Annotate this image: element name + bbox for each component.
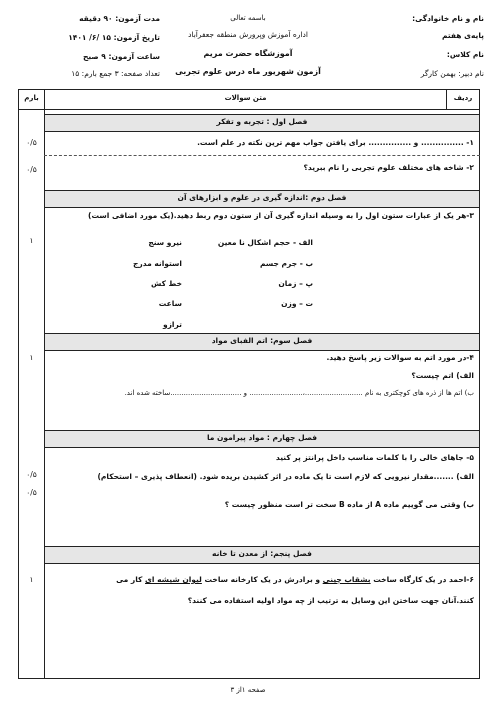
match-item-a: الف - حجم اشکال نا معین — [217, 238, 313, 247]
basmala: باسمه تعالی — [230, 14, 266, 22]
exam-date: تاریخ آزمون: ۱۵ /۶/ ۱۴۰۱ — [68, 33, 160, 42]
match-item-d: ت – وزن — [281, 299, 313, 308]
table-top-border — [18, 89, 480, 90]
table-right-border — [479, 89, 480, 679]
section3-title-top — [44, 333, 480, 334]
question-6-line2: کنند.آنان جهت ساختن این وسایل به ترتیب از چه مواد اولیه استفاده می کنند؟ — [187, 596, 474, 605]
grade-label: پایه‌ی هفتم — [441, 31, 484, 40]
question-3-score: ۱ — [29, 236, 34, 245]
match-tool-graduated-cylinder: استوانه مدرج — [133, 259, 182, 268]
question-1-score: ۰/۵ — [26, 138, 37, 147]
class-label: نام کلاس: — [446, 50, 484, 59]
section2-title-bottom — [44, 207, 480, 208]
question-4b: ب) اتم ها از ذره های کوچکتری به نام ..........................،........................ و ................................ساخته شده اند. — [124, 389, 474, 397]
section5-title-top — [44, 546, 480, 547]
question-2: ۲- شاخه های مختلف علوم تجربی را نام ببرید؟ — [303, 163, 474, 172]
column-header-score: بارم — [24, 94, 39, 102]
match-tool-clock: ساعت — [158, 299, 182, 308]
teacher-label: نام دبیر: بهمن کارگر — [420, 69, 484, 78]
question-5a-score: ۰/۵ — [26, 470, 37, 479]
question-6-underlined-plate: بشقاب چینی — [322, 575, 371, 584]
section5-title-bottom — [44, 563, 480, 564]
section4-title: فصل چهارم : مواد پیرامون ما — [206, 433, 318, 442]
school-name: آموزشگاه حضرت مریم — [203, 49, 293, 58]
section5-title: فصل پنجم: از معدن تا خانه — [212, 549, 312, 558]
question-5b-score: ۰/۵ — [26, 488, 37, 497]
section2-title: فصل دوم :اندازه گیری در علوم و ابزارهای آن — [177, 193, 347, 202]
question-6-underlined-glass: لیوان شیشه ای — [145, 575, 202, 584]
question-6-post: کار می — [116, 575, 146, 584]
question-4: ۴-در مورد اتم به سوالات زیر پاسخ دهید. — [326, 353, 474, 362]
section4-title-top — [44, 430, 480, 431]
match-tool-dynamometer: نیرو سنج — [148, 238, 182, 247]
score-column-divider — [44, 89, 45, 679]
section1-title-top — [44, 114, 480, 115]
question-6-pre: ۶-احمد در یک کارگاه ساخت — [370, 575, 474, 584]
page-number: صفحه ۱از ۳ — [230, 686, 266, 694]
column-header-radif: ردیف — [453, 94, 473, 102]
question-4-score: ۱ — [29, 353, 34, 362]
match-item-b: ب - جرم جسم — [260, 259, 313, 268]
exam-time: ساعت آزمون: ۹ صبح — [82, 52, 160, 61]
question-5b: ب) وقتی می گوییم ماده A از ماده B سخت تر است منظور چیست ؟ — [224, 500, 474, 509]
section3-title: فصل سوم: اتم الفبای مواد — [211, 336, 313, 345]
section1-title: فصل اول : تجربه و تفکر — [216, 117, 308, 126]
exam-duration: مدت آزمون: ۹۰ دقیقه — [79, 14, 160, 23]
question-5a — [97, 472, 474, 481]
question-3: ۳-هر یک از عبارات ستون اول را به وسیله اندازه گیری آن از ستون دوم ربط دهید.(یک مورد اضافی است) — [88, 211, 474, 220]
exam-title: آزمون شهریور ماه درس علوم تجربی — [175, 67, 321, 76]
match-tool-scale: ترازو — [162, 320, 182, 329]
question-6-mid: و برادرش در یک کارخانه ساخت — [201, 575, 323, 584]
section2-title-top — [44, 190, 480, 191]
column-header-questions: متن سوالات — [224, 94, 267, 102]
section1-row-divider — [44, 155, 480, 156]
student-name-label: نام و نام خانوادگی: — [412, 14, 484, 23]
section4-title-bottom — [44, 447, 480, 448]
question-4a: الف) اتم چیست؟ — [411, 371, 474, 380]
match-item-c: پ – زمان — [278, 279, 313, 288]
question-2-score: ۰/۵ — [26, 165, 37, 174]
education-office: اداره آموزش وپرورش منطقه جعفرآباد — [188, 30, 308, 39]
section3-title-bottom — [44, 350, 480, 351]
question-5a-text: .......مقدار نیرویی که لازم است تا یک ماده در اثر کشیدن بریده شود. (انعطاف پذیری – استحکام) — [97, 472, 457, 481]
question-6-line1 — [116, 575, 474, 584]
page-count-total-score: تعداد صفحه: ۳ جمع بارم: ۱۵ — [71, 69, 160, 78]
match-tool-ruler: خط کش — [150, 279, 182, 288]
question-5a-label: الف) — [456, 472, 474, 481]
table-header-bottom — [18, 109, 480, 110]
question-6-score: ۱ — [29, 575, 34, 584]
table-bottom-border — [18, 678, 480, 679]
question-1: ۱- ............... و ............... برای یافتن جواب مهم ترین نکته در علم است. — [197, 138, 474, 147]
question-5: ۵- جاهای خالی را با کلمات مناسب داخل پرانتز پر کنید — [275, 453, 474, 462]
table-left-border — [18, 89, 19, 679]
section1-title-bottom — [44, 131, 480, 132]
